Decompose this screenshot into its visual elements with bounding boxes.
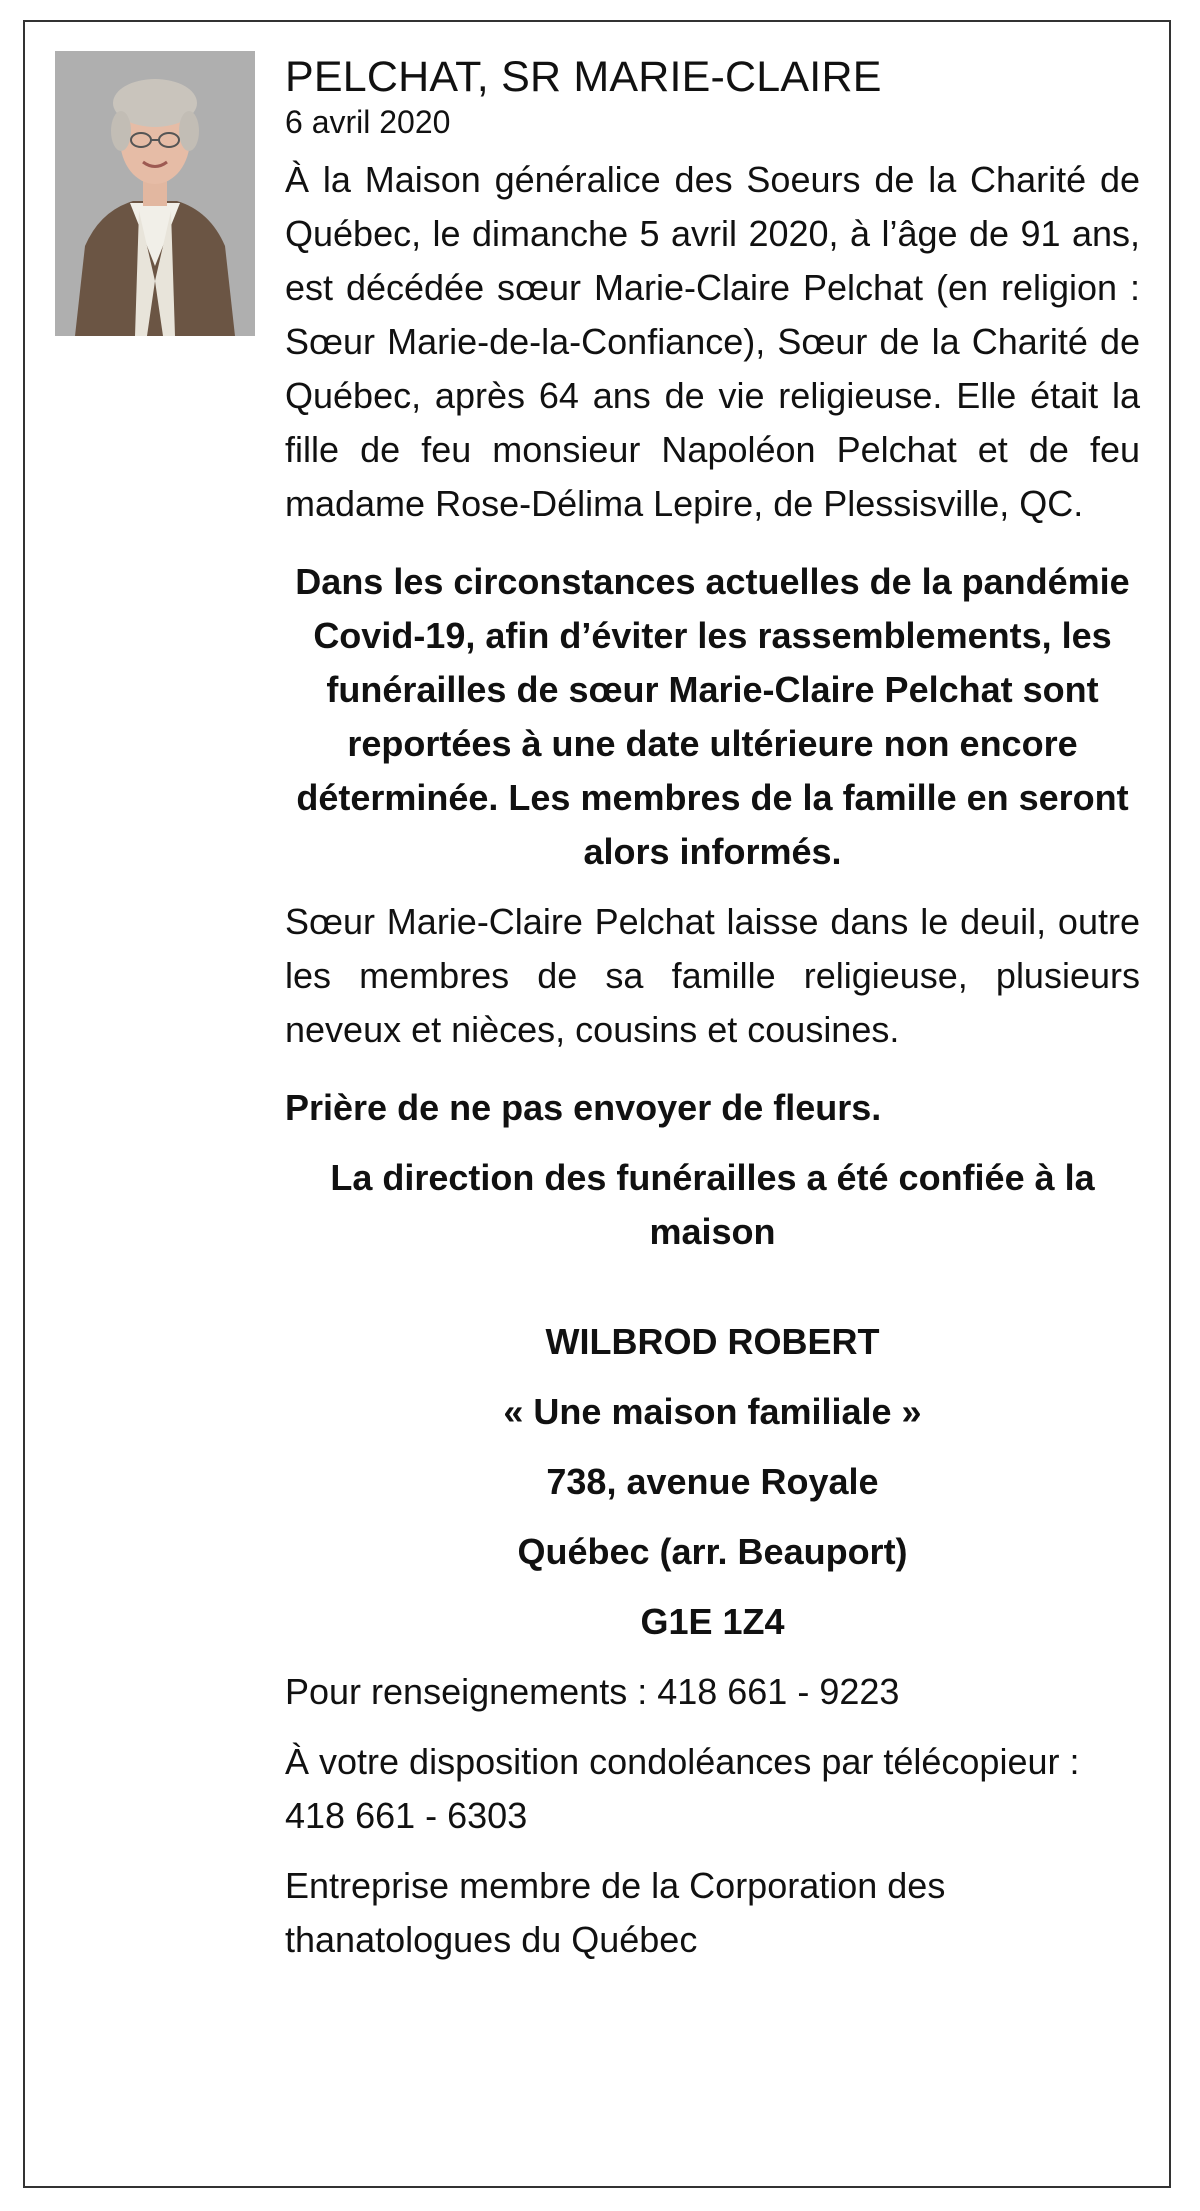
no-flowers-notice: Prière de ne pas envoyer de fleurs. [285,1087,882,1128]
condolences-fax: À votre disposition condoléances par télécopieur : 418 661 - 6303 [285,1741,1080,1836]
funeral-home-name: WILBROD ROBERT [545,1321,880,1362]
funeral-home-city: Québec (arr. Beauport) [517,1531,908,1572]
corporation-membership: Entreprise membre de la Corporation des thanatologues du Québec [285,1865,946,1960]
mourners-text: Sœur Marie-Claire Pelchat laisse dans le deuil, outre les membres de sa famille religieuse, plusieurs neveux et nièces, cousins et cousines. [285,901,1140,1050]
funeral-home-street: 738, avenue Royale [546,1461,879,1502]
deceased-name: PELCHAT, SR MARIE-CLAIRE [285,53,882,101]
information-phone: Pour renseignements : 418 661 - 9223 [285,1671,900,1712]
notice-date: 6 avril 2020 [285,104,451,140]
funeral-home-slogan: « Une maison familiale » [503,1391,922,1432]
funeral-direction: La direction des funérailles a été confiée à la maison [330,1157,1095,1252]
death-announcement: À la Maison généralice des Soeurs de la Charité de Québec, le dimanche 5 avril 2020, à l’âge de 91 ans, est décédée sœur Marie-Claire Pelchat (en religion : Sœur Marie-de-la-Confiance), Sœur de la Charité de Québec, après 64 ans de vie religieuse. Elle était la fille de feu monsieur Napoléon Pelchat et de feu madame Rose-Délima Lepire, de Plessisville, QC. [285,159,1140,524]
portrait-illustration [55,51,255,336]
covid-notice: Dans les circonstances actuelles de la pandémie Covid-19, afin d’éviter les rassemblements, les funérailles de sœur Marie-Claire Pelchat sont reportées à une date ultérieure non encore déterminée. Les membres de la famille en seront alors informés. [295,561,1130,872]
obituary-content [285,51,1140,1983]
funeral-home-postal-code: G1E 1Z4 [640,1601,785,1642]
portrait-photo [55,51,255,336]
